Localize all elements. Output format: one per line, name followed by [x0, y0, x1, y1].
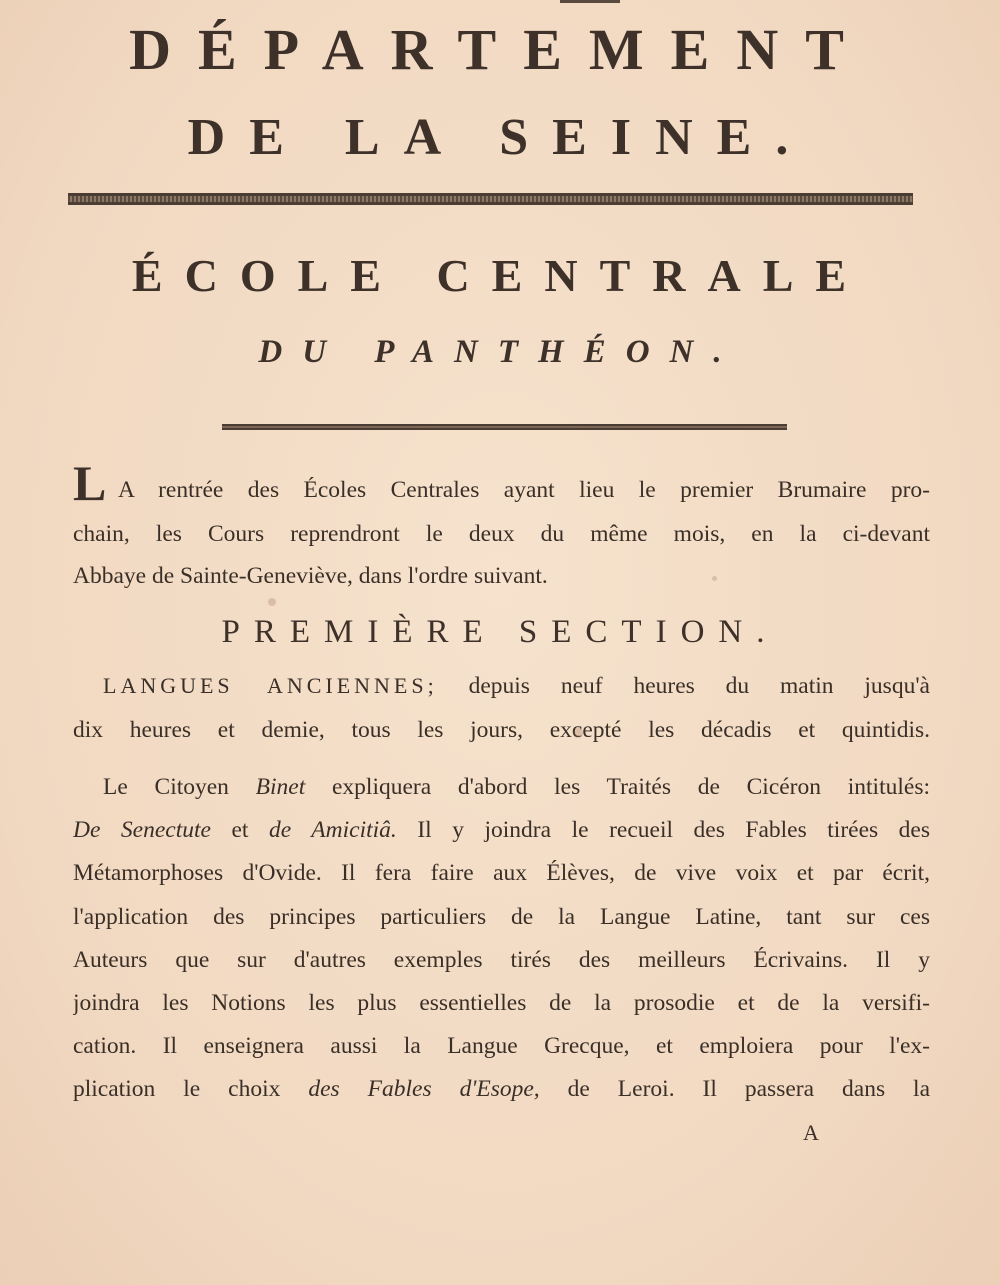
signature-mark: A: [803, 1120, 819, 1145]
book-title: de Amicitiâ.: [269, 817, 397, 843]
section-heading: PREMIÈRE SECTION.: [221, 614, 779, 650]
body-text: de Leroi. Il passera dans la: [567, 1076, 930, 1102]
body-text: Il y joindra le recueil des Fables tirées des: [417, 817, 930, 843]
body-text: et: [231, 817, 249, 843]
section-line-1: [103, 666, 930, 706]
intro-line-3: Abbaye de Sainte-Geneviève, dans l'ordre suivant.: [73, 563, 548, 589]
book-title: des Fables d'Esope,: [308, 1076, 540, 1102]
ornamental-rule-top: [68, 193, 913, 205]
intro-line-2: chain, les Cours reprendront le deux du même mois, en la ci-devant: [73, 521, 930, 547]
body-line-8: [73, 1069, 930, 1109]
school-title: ÉCOLE CENTRALE: [131, 250, 869, 301]
body-line-6: joindra les Notions les plus essentielles de la prosodie et de la versifi-: [73, 990, 930, 1016]
drop-cap: L: [73, 455, 107, 511]
book-title: De Senectute: [73, 817, 211, 843]
paper-stain: [712, 576, 717, 581]
paper-stain: [573, 728, 583, 738]
top-edge-rule: [560, 0, 620, 3]
teacher-name: Binet: [255, 774, 306, 800]
body-line-7: cation. Il enseignera aussi la Langue Grecque, et emploiera pour l'ex-: [73, 1033, 930, 1059]
intro-line-1: A rentrée des Écoles Centrales ayant lieu le premier Brumaire pro-: [118, 477, 930, 503]
ornamental-rule-middle: [222, 424, 787, 430]
body-line-1: [103, 767, 930, 807]
body-text: Le Citoyen: [103, 774, 229, 800]
body-line-5: Auteurs que sur d'autres exemples tirés des meilleurs Écrivains. Il y: [73, 947, 930, 973]
body-text: plication le choix: [73, 1076, 281, 1102]
school-subtitle: DU PANTHÉON.: [258, 334, 742, 370]
subject-name: LANGUES ANCIENNES;: [103, 673, 438, 698]
body-text: expliquera d'abord les Traités de Cicéron intitulés:: [332, 774, 930, 800]
body-line-4: l'application des principes particuliers de la Langue Latine, tant sur ces: [73, 904, 930, 930]
schedule-text: depuis neuf heures du matin jusqu'à: [468, 673, 930, 699]
body-line-2: [73, 810, 930, 850]
section-line-2: dix heures et demie, tous les jours, excepté les décadis et quintidis.: [73, 717, 930, 743]
department-title: DÉPARTEMENT: [129, 17, 871, 82]
department-subtitle: DE LA SEINE.: [187, 109, 813, 166]
body-line-3: Métamorphoses d'Ovide. Il fera faire aux Élèves, de vive voix et par écrit,: [73, 860, 930, 886]
paper-stain: [268, 598, 276, 606]
